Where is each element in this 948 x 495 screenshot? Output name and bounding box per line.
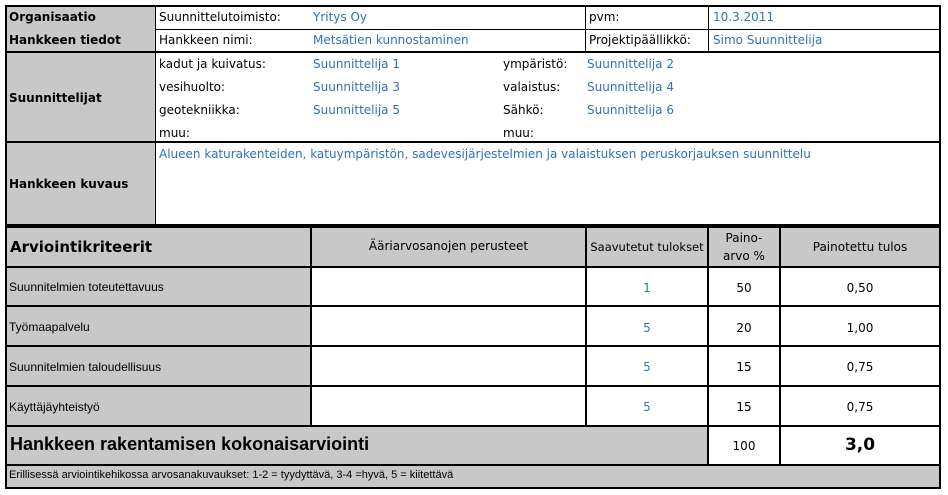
criteria-row-result[interactable]: 1 bbox=[643, 281, 651, 295]
saavutetut-header: Saavutetut tulokset bbox=[590, 240, 704, 254]
hankkeen-kuvaus-label: Hankkeen kuvaus bbox=[9, 177, 129, 191]
designer-label-7: muu: bbox=[159, 126, 190, 140]
designer-label-3: vesihuolto: bbox=[159, 80, 226, 94]
designer-label-1: kadut ja kuivatus: bbox=[159, 57, 266, 71]
pvm-value[interactable]: 10.3.2011 bbox=[713, 10, 775, 24]
criteria-row-result[interactable]: 5 bbox=[643, 321, 651, 335]
criteria-row-weight: 20 bbox=[736, 321, 752, 335]
painoarvo-header-line1: Paino- bbox=[725, 231, 763, 245]
criteria-row-weight: 50 bbox=[736, 281, 752, 295]
suunnittelutoimisto-label: Suunnittelutoimisto: bbox=[159, 10, 281, 24]
hankkeen-tiedot-label: Hankkeen tiedot bbox=[9, 33, 121, 47]
criteria-row-name: Suunnitelmien taloudellisuus bbox=[9, 360, 162, 374]
designer-value-2[interactable]: Suunnittelija 2 bbox=[587, 57, 674, 71]
arviointikriteerit-header: Arviointikriteerit bbox=[10, 238, 153, 256]
projektipaallikko-value[interactable]: Simo Suunnittelija bbox=[713, 33, 823, 47]
designer-value-6[interactable]: Suunnittelija 6 bbox=[587, 103, 674, 117]
suunnittelijat-label: Suunnittelijat bbox=[9, 91, 102, 105]
designer-value-1[interactable]: Suunnittelija 1 bbox=[313, 57, 400, 71]
criteria-row-name: Suunnitelmien toteutettavuus bbox=[9, 280, 164, 294]
criteria-row-weighted: 0,50 bbox=[846, 281, 874, 295]
designer-label-2: ympäristö: bbox=[503, 57, 568, 71]
projektipaallikko-label: Projektipäällikkö: bbox=[589, 33, 691, 47]
aariarvosanojen-header: Ääriarvosanojen perusteet bbox=[368, 239, 529, 253]
hankkeen-kuvaus-value[interactable]: Alueen katurakenteiden, katuympäristön, sadevesijärjestelmien ja valaistuksen peruskorjauksen suunnittelu bbox=[159, 147, 811, 161]
criteria-row-weight: 15 bbox=[736, 400, 752, 414]
criteria-row-result[interactable]: 5 bbox=[643, 360, 651, 374]
painotettu-header: Painotettu tulos bbox=[812, 240, 908, 254]
criteria-row-weighted: 0,75 bbox=[846, 360, 874, 374]
criteria-row-name: Työmaapalvelu bbox=[9, 320, 90, 334]
criteria-row-weighted: 0,75 bbox=[846, 400, 874, 414]
designer-value-4[interactable]: Suunnittelija 4 bbox=[587, 80, 674, 94]
designer-label-8: muu: bbox=[503, 126, 534, 140]
criteria-row-name: Käyttäjäyhteistyö bbox=[9, 400, 100, 414]
kokonaisarviointi-label: Hankkeen rakentamisen kokonaisarviointi bbox=[10, 434, 370, 454]
designer-value-3[interactable]: Suunnittelija 3 bbox=[313, 80, 400, 94]
criteria-row-result[interactable]: 5 bbox=[643, 400, 651, 414]
designer-value-5[interactable]: Suunnittelija 5 bbox=[313, 103, 400, 117]
hankkeen-nimi-value[interactable]: Metsätien kunnostaminen bbox=[313, 33, 469, 47]
footnote: Erillisessä arviointikehikossa arvosanakuvaukset: 1-2 = tyydyttävä, 3-4 =hyvä, 5 = kiitettävä bbox=[9, 469, 454, 481]
designer-label-5: geotekniikka: bbox=[159, 103, 240, 117]
painoarvo-header-line2: arvo % bbox=[723, 249, 765, 263]
criteria-row-weight: 15 bbox=[736, 360, 752, 374]
suunnittelutoimisto-value[interactable]: Yritys Oy bbox=[313, 10, 368, 24]
pvm-label: pvm: bbox=[589, 10, 620, 24]
designer-label-6: Sähkö: bbox=[503, 103, 544, 117]
criteria-row-weighted: 1,00 bbox=[846, 321, 874, 335]
designer-label-4: valaistus: bbox=[503, 80, 561, 94]
organisaatio-label: Organisaatio bbox=[9, 10, 96, 24]
hankkeen-nimi-label: Hankkeen nimi: bbox=[159, 33, 253, 47]
total-weight: 100 bbox=[732, 439, 756, 453]
total-score: 3,0 bbox=[844, 435, 876, 455]
